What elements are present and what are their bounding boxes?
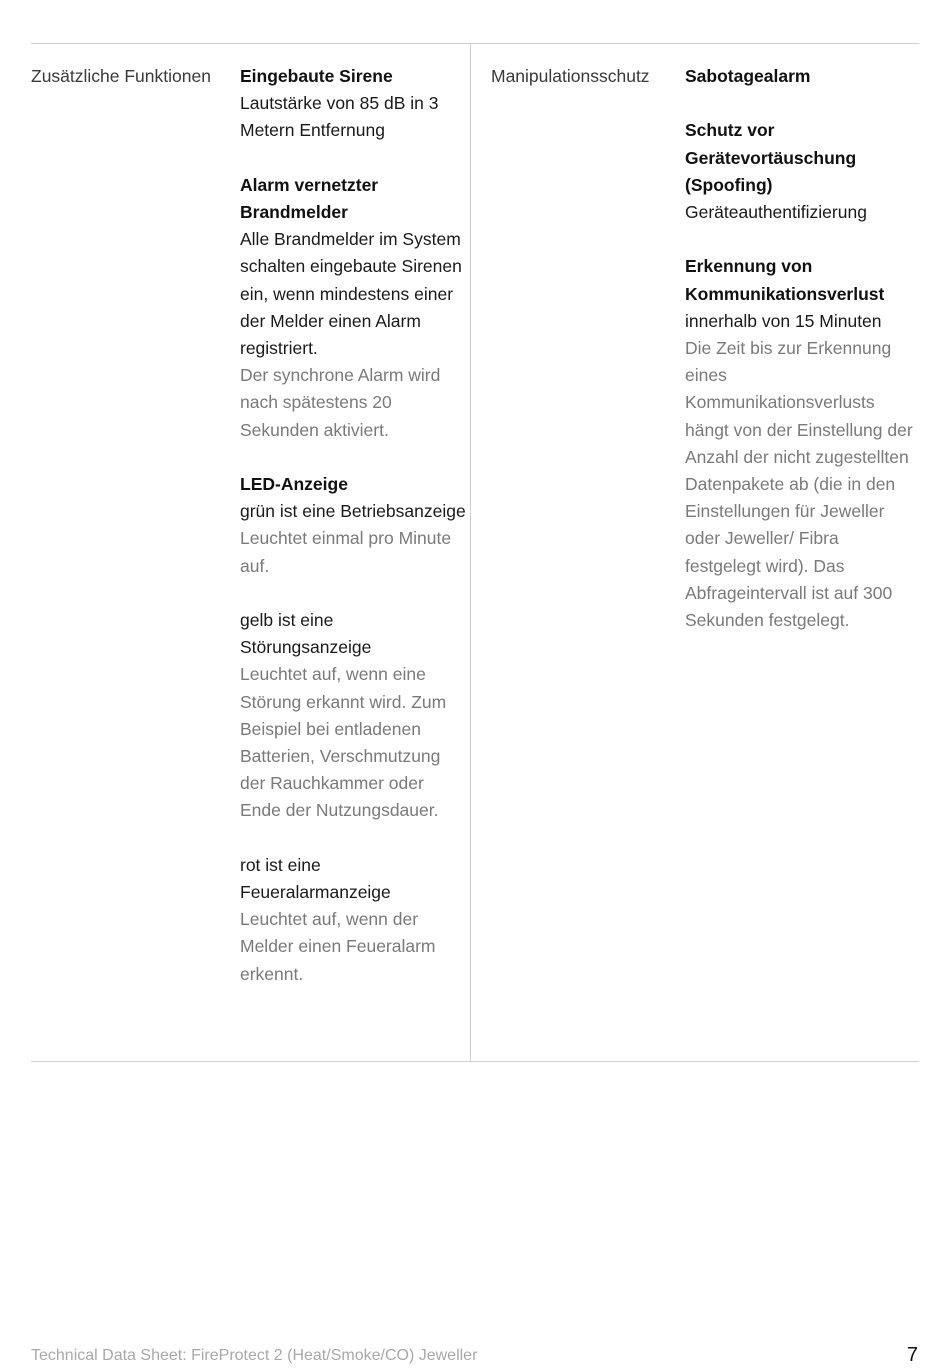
spec-block-led-yellow [240,607,466,825]
spec-note: Die Zeit bis zur Erkennung eines Kommunikationsverlusts hängt von der Einstellung der Anzahl der nicht zugestellten Datenpakete ab (die in den Einstellungen für Jeweller oder Jeweller/ Fibra festgelegt wird). Das Abfrageintervall ist auf 300 Sekunden festgelegt. [685,338,913,631]
spec-title: Schutz vor Gerätevortäuschung (Spoofing) [685,120,857,195]
tamper-protection-content [685,63,917,634]
additional-functions-content [240,63,466,988]
spec-block-communication-loss [685,253,917,634]
spec-block-tamper-alarm [685,63,917,90]
spec-title: LED-Anzeige [240,474,348,495]
spec-description: innerhalb von 15 Minuten [685,310,882,331]
spec-note: Der synchrone Alarm wird nach spätestens 20 Sekunden aktiviert. [240,365,441,440]
spec-block-interconnected-alarm [240,172,466,444]
spec-description: gelb ist eine Störungsanzeige [240,610,372,658]
spec-description: Alle Brandmelder im System schalten eingebaute Sirenen ein, wenn mindestens einer der Melder einen Alarm registriert. [240,229,462,359]
footer-document-title: Technical Data Sheet: FireProtect 2 (Heat/Smoke/CO) Jeweller [31,1347,478,1364]
spec-description: grün ist eine Betriebsanzeige [240,501,466,522]
spec-title: Alarm vernetzter Brandmelder [240,174,379,222]
spec-description: Geräteauthentifizierung [685,202,867,222]
spec-note: Leuchtet einmal pro Minute auf. [240,528,452,576]
spec-block-spoofing-protection [685,117,917,226]
table-top-rule [31,43,919,44]
spec-block-led-red [240,852,466,988]
spec-description: Lautstärke von 85 dB in 3 Metern Entfernung [240,93,439,141]
spec-block-led-green [240,471,466,580]
spec-title: Eingebaute Sirene [240,66,393,86]
spec-note: Leuchtet auf, wenn der Melder einen Feueralarm erkennt. [240,909,436,984]
spec-block-built-in-siren [240,63,466,145]
page-number: 7 [906,1344,918,1366]
spec-title: Sabotagealarm [685,66,811,86]
spec-note: Leuchtet auf, wenn eine Störung erkannt wird. Zum Beispiel bei entladenen Batterien, Verschmutzung der Rauchkammer oder Ende der Nutzungsdauer. [240,664,447,821]
spec-title: Erkennung von Kommunikationsverlust [685,256,885,304]
row-label-additional-functions: Zusätzliche Funktionen [31,66,211,86]
spec-description: rot ist eine Feueralarmanzeige [240,854,391,903]
row-label-tamper-protection: Manipulationsschutz [491,66,650,86]
column-divider [470,44,471,1061]
table-bottom-rule [31,1061,919,1062]
